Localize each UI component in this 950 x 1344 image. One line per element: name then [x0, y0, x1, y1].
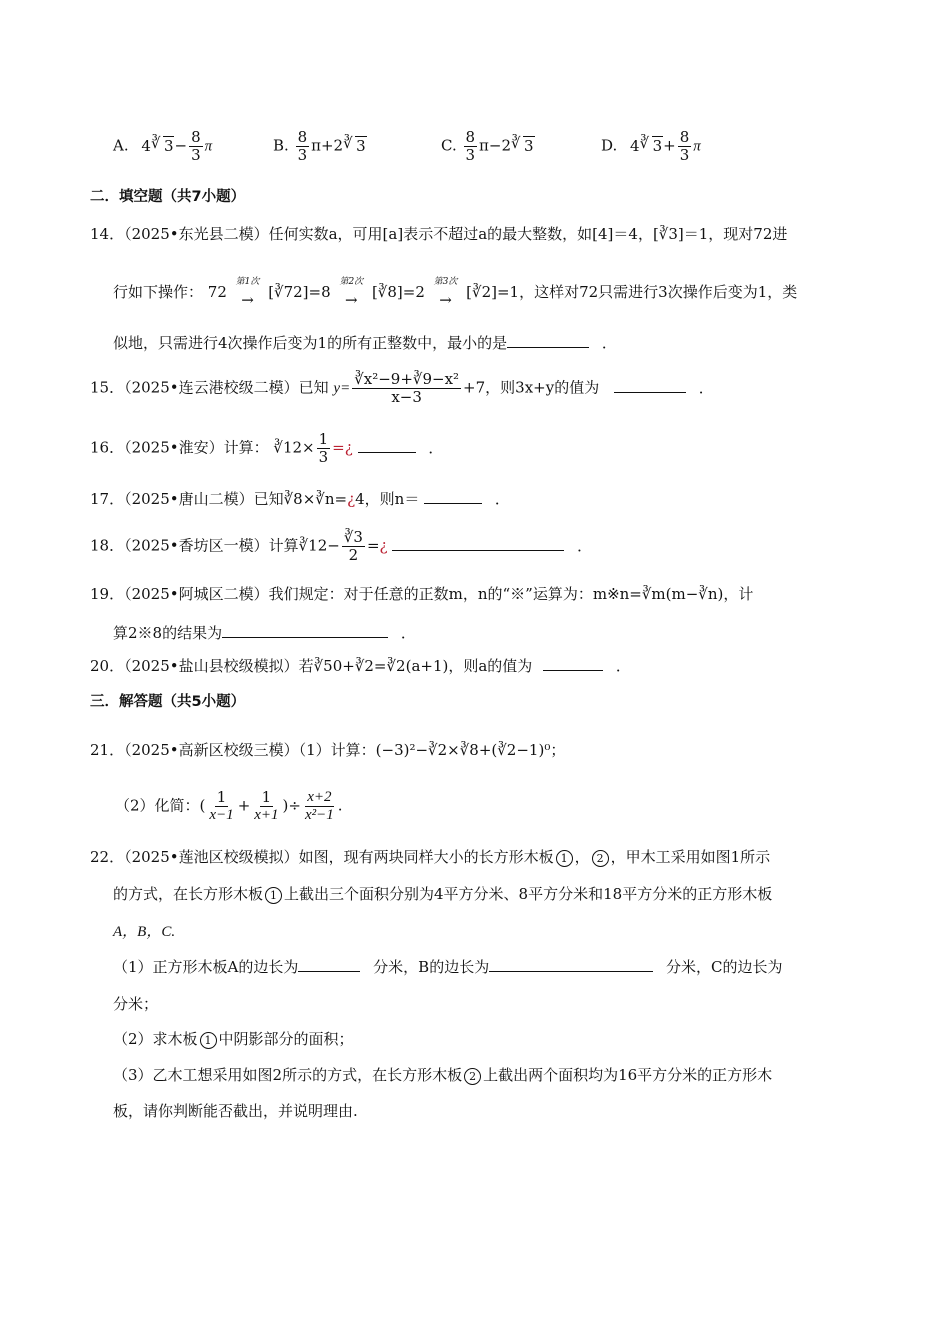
question-22-part3-cont: 板，请你判断能否截出，并说明理由.: [113, 1102, 358, 1120]
question-22-line3: A，B，C.: [113, 924, 176, 940]
question-22-part1: （1）正方形木板A的边长为 分米，B的边长为 分米，C的边长为: [113, 958, 783, 976]
question-18: 18．（2025•香坊区一模）计算∛12− $\frac{∛3}{2}$ =¿ ．: [90, 528, 593, 564]
question-19-line2: 算2※8的结果为 ．: [113, 624, 416, 642]
answer-blank-a[interactable]: [298, 970, 360, 972]
answer-blank[interactable]: [424, 502, 482, 504]
option-a: A. 4 ∛ 3− $\frac{8}{3}$ π: [113, 128, 213, 164]
question-21-part2: （2）化简：( $\frac{1}{x-1}$ + $\frac{1}{x+1}$ )÷ $\frac{x+2}{\text{x²−1}}$ .: [115, 788, 343, 823]
question-14-line3: 似地，只需进行4次操作后变为1的所有正整数中，最小的是 ．: [113, 334, 617, 352]
answer-blank[interactable]: [614, 391, 686, 393]
question-15: 15．（2025•连云港校级二模）已知 y= $\frac{\text{∛x²−9+∛9−x²}}{x-3}$ +7，则3x+y的值为 ．: [90, 370, 714, 406]
question-22-line1: 22．（2025•莲池区校级模拟）如图，现有两块同样大小的长方形木板 1 ， 2 ，甲木工采用如图1所示: [90, 848, 771, 866]
answer-blank-b[interactable]: [489, 970, 653, 972]
question-20: 20．（2025•盐山县校级模拟）若∛50+∛2=∛2(a+1)，则a的值为 ．: [90, 657, 631, 675]
answer-blank[interactable]: [392, 549, 564, 551]
question-22-part3: （3）乙木工想采用如图2所示的方式，在长方形木板 2 上截出两个面积均为16平方分米的正方形木: [113, 1066, 773, 1084]
section-heading-fill-in: 二．填空题（共7小题）: [90, 189, 246, 205]
question-16: 16．（2025•淮安）计算： ∛12× $\frac{1}{3}$ =¿ ．: [90, 430, 444, 466]
option-d: D. 4 ∛ 3+ $\frac{8}{3}$ π: [601, 128, 701, 164]
question-22-part1-cont: 分米；: [113, 995, 159, 1013]
question-22-line2: 的方式，在长方形木板 1 上截出三个面积分别为4平方分米、8平方分米和18平方分米的正方形木板: [113, 885, 773, 903]
question-14-line2: 行如下操作： 72 第1次 → [∛72]=8 第2次 → [∛8]=2 第3次 → [∛2]=1，这样对72只需进行3次操作后变为1，类: [113, 277, 798, 309]
answer-blank[interactable]: [507, 346, 589, 348]
question-17: 17．（2025•唐山二模）已知∛8×∛n=¿4，则n＝ ．: [90, 490, 510, 508]
question-14-line1: 14．（2025•东光县二模）任何实数a，可用[a]表示不超过a的最大整数，如[4]＝4，[∛3]＝1，现对72进: [90, 225, 788, 243]
question-22-part2: （2）求木板 1 中阴影部分的面积；: [113, 1030, 354, 1048]
answer-blank[interactable]: [222, 636, 388, 638]
section-heading-solutions: 三．解答题（共5小题）: [90, 694, 246, 710]
question-21-part1: 21．（2025•高新区校级三模）（1）计算：(−3)²−∛2×∛8+(∛2−1)⁰；: [90, 741, 566, 759]
answer-blank[interactable]: [358, 451, 416, 453]
question-19-line1: 19．（2025•阿城区二模）我们规定：对于任意的正数m，n的“※”运算为：m※n=∛m(m−∛n)，计: [90, 585, 754, 603]
answer-blank[interactable]: [543, 669, 603, 671]
option-c: C. $\frac{8}{3}$ π−2 ∛ 3: [441, 128, 534, 164]
option-b: B. $\frac{8}{3}$ π+2 ∛ 3: [273, 128, 366, 164]
